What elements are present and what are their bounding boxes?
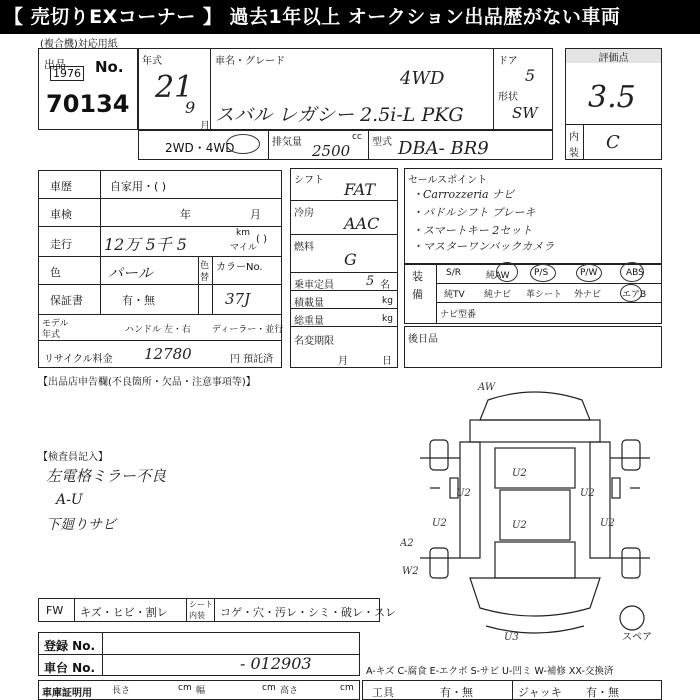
color-change-2: 替 — [200, 273, 210, 283]
after-pickup-label: 後日品 — [408, 334, 438, 345]
capacity-label: 乗車定員 — [294, 280, 334, 291]
interior-label-1: 内 — [569, 132, 579, 143]
recycle-unit: 円 預託済 — [230, 354, 274, 365]
recycle-label: リサイクル料金 — [44, 354, 113, 365]
reg-change-month: 月 — [338, 356, 348, 367]
year-value: 21 — [155, 70, 194, 105]
capacity-unit: 名 — [380, 280, 390, 291]
ac-value: AAC — [344, 214, 380, 233]
seat-label-1: シート — [189, 600, 213, 609]
fuel-label: 燃料 — [294, 242, 314, 253]
legend-text: A-キズ C-腐食 E-エクボ S-サビ U-凹ミ W-補修 XX-交換済 — [366, 666, 614, 677]
equip-aw: 純AW — [486, 271, 510, 281]
equipment-label-1: 装 — [412, 270, 423, 283]
inspector-note-1: 左電格ミラー不良 — [46, 467, 167, 485]
drive-label: 2WD・4WD — [165, 141, 235, 155]
chassis-label: 車台 No. — [44, 661, 96, 675]
ac-label: 冷房 — [294, 208, 314, 219]
seat-text: コゲ・穴・汚レ・シミ・破レ・スレ — [220, 606, 396, 619]
mileage-label: 走行 — [50, 238, 72, 251]
equip-navi: 純ナビ — [484, 290, 512, 300]
sales-line-1: ・Carrozzeria ナビ — [412, 188, 515, 201]
registration-label: 登録 No. — [44, 639, 96, 653]
height-unit: cm — [340, 683, 354, 693]
ps-circle — [530, 264, 556, 282]
diagram-mark-u2-5: U2 — [512, 520, 527, 531]
diagram-mark-u2-2: U2 — [512, 468, 527, 479]
height-label: 高さ — [280, 686, 299, 696]
mileage-extra: ( ) — [256, 234, 267, 245]
pw-circle — [576, 264, 602, 282]
inspector-note-3: 下廻りサビ — [46, 517, 116, 533]
mileage-value: 12万 5千 5 — [104, 235, 187, 254]
width-unit: cm — [262, 683, 276, 693]
gross-label: 総重量 — [294, 316, 324, 327]
diagram-mark-aw: AW — [478, 382, 496, 393]
certificate-label: 車庫証明用 — [42, 688, 92, 699]
diagram-mark-w2: W2 — [402, 566, 419, 577]
jack-label: ジャッキ — [518, 686, 562, 699]
displacement-unit: cc — [352, 132, 362, 142]
diagram-mark-u2-1: U2 — [456, 488, 471, 499]
color-value: パール — [108, 264, 153, 282]
load-unit: kg — [382, 296, 393, 306]
4wd-circle — [226, 134, 260, 154]
jack-options: 有・無 — [586, 686, 619, 699]
color-no-value: 37J — [225, 290, 251, 308]
displacement-label: 排気量 — [272, 137, 302, 148]
navi-model-label: ナビ型番 — [440, 310, 477, 320]
car-name-label: 車名・グレード — [215, 56, 285, 67]
sales-line-3: ・スマートキー 2セット — [412, 224, 533, 237]
diagram-mark-u2-4: U2 — [432, 518, 447, 529]
model-value: DBA- BR9 — [398, 138, 489, 159]
after-pickup-box — [404, 326, 662, 368]
diagram-mark-u2-6: U2 — [600, 518, 615, 529]
diagram-mark-a2: A2 — [400, 538, 414, 549]
km-unit: km — [236, 228, 250, 238]
sales-line-4: ・マスターワンバックカメラ — [412, 240, 555, 253]
dealer-options: ディーラー・並行 — [212, 325, 284, 335]
equip-tv: 純TV — [444, 290, 465, 300]
sales-line-2: ・パドルシフト ブレーキ — [412, 206, 536, 219]
interior-label-2: 装 — [569, 148, 579, 159]
load-label: 積載量 — [294, 298, 324, 309]
diagram-mark-u3: U3 — [504, 632, 519, 643]
warranty-label: 保証書 — [50, 294, 83, 307]
shape-value: SW — [512, 104, 538, 122]
equip-pw: P/W — [580, 268, 598, 278]
width-label: 幅 — [196, 686, 206, 696]
model-year-label-1: モデル — [42, 319, 69, 329]
tools-options: 有・無 — [440, 686, 473, 699]
recycle-value: 12780 — [144, 345, 192, 363]
reg-change-label: 名変期限 — [294, 336, 334, 347]
fw-label: FW — [46, 604, 64, 617]
door-label: ドア — [498, 56, 518, 67]
no-label: No. — [95, 58, 124, 76]
shift-value: FAT — [344, 180, 376, 199]
grade-value: 4WD — [400, 68, 445, 89]
car-name-value: スバル レガシー 2.5i-L PKG — [215, 104, 464, 126]
diagram-mark-u2-3: U2 — [580, 488, 595, 499]
door-value: 5 — [525, 66, 536, 85]
month-suffix: 月 — [200, 121, 210, 132]
airbag-circle — [620, 284, 642, 302]
spare-label: スペア — [622, 632, 652, 643]
capacity-value: 5 — [366, 274, 375, 289]
shift-label: シフト — [294, 175, 324, 186]
gross-unit: kg — [382, 314, 393, 324]
equip-abs: ABS — [626, 268, 644, 278]
aw-circle — [496, 262, 518, 282]
handle-options: ハンドル 左・右 — [125, 325, 191, 335]
length-label: 長さ — [112, 686, 131, 696]
color-change-1: 色 — [200, 261, 210, 271]
hall-label: 出品 — [44, 58, 66, 71]
history-label: 車歴 — [50, 180, 72, 193]
year-label: 年式 — [142, 56, 162, 67]
warranty-options: 有・無 — [122, 294, 155, 307]
abs-circle — [620, 262, 644, 282]
inspector-note-2: A-U — [56, 492, 83, 508]
model-label: 型式 — [372, 137, 392, 148]
equip-leather: 革シート — [526, 290, 563, 300]
model-year-label-2: 年式 — [42, 330, 61, 340]
equip-ext-navi: 外ナビ — [574, 290, 602, 300]
exhibitor-label: 【出品店申告欄(不良箇所・欠品・注意事項等)】 — [38, 377, 256, 388]
seat-label-2: 内装 — [189, 611, 205, 620]
year-month: 9 — [185, 98, 196, 117]
subtitle: (複合機)対応用紙 — [40, 39, 118, 50]
header-banner: 【 売切りEXコーナー 】 過去1年以上 オークション出品歴がない車両 — [0, 0, 700, 34]
color-label: 色 — [50, 266, 61, 279]
chassis-value: - 012903 — [240, 654, 312, 673]
tools-label: 工具 — [372, 686, 394, 699]
sales-label: セールスポイント — [408, 175, 488, 186]
inspection-year: 年 — [180, 208, 191, 221]
hall-code: 1976 — [50, 66, 84, 81]
mile-unit: マイル — [230, 243, 257, 253]
score-value: 3.5 — [588, 80, 636, 115]
color-no-label: カラーNo. — [216, 262, 263, 273]
shape-label: 形状 — [498, 92, 518, 103]
length-unit: cm — [178, 683, 192, 693]
inspection-label: 車検 — [50, 208, 72, 221]
inspection-month: 月 — [250, 208, 261, 221]
equip-ps: P/S — [534, 268, 549, 278]
fw-text: キズ・ヒビ・割レ — [80, 606, 168, 619]
fuel-value: G — [344, 250, 357, 269]
lot-number: 70134 — [46, 90, 130, 118]
interior-value: C — [606, 132, 620, 153]
car-diagram — [400, 378, 670, 648]
reg-change-day: 日 — [382, 356, 392, 367]
score-label: 評価点 — [566, 49, 661, 63]
displacement-value: 2500 — [312, 142, 351, 160]
equip-sr: S/R — [446, 268, 461, 278]
history-value: 自家用・( ) — [110, 180, 167, 193]
equip-airbag: エアB — [622, 290, 647, 300]
equipment-label-2: 備 — [412, 288, 423, 301]
inspector-label: 【検査員記入】 — [38, 452, 108, 463]
